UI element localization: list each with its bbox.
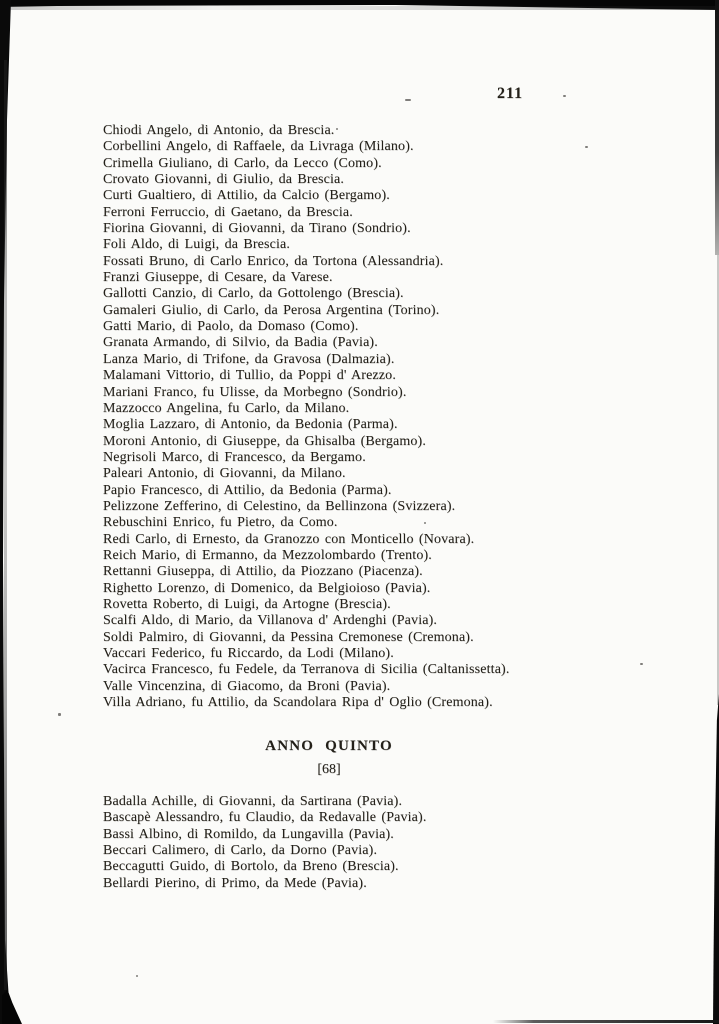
roster-entry: Gamaleri Giulio, di Carlo, da Perosa Argentina (Torino). [103, 302, 440, 318]
roster-entry: Pelizzone Zefferino, di Celestino, da Bellinzona (Svizzera). [103, 498, 456, 514]
roster-entry: Fossati Bruno, di Carlo Enrico, da Tortona (Alessandria). [103, 253, 444, 269]
page-number: 211 [497, 85, 524, 102]
roster-entry: Rettanni Giuseppa, di Attilio, da Piozzano (Piacenza). [103, 564, 423, 580]
roster-entry: Mariani Franco, fu Ulisse, da Morbegno (Sondrio). [103, 384, 407, 400]
roster-entry: Righetto Lorenzo, di Domenico, da Belgioioso (Pavia). [103, 580, 431, 596]
roster-continued-list [103, 123, 573, 711]
roster-entry: Scalfi Aldo, di Mario, da Villanova d' Ardenghi (Pavia). [103, 613, 438, 629]
roster-entry: Corbellini Angelo, di Raffaele, da Livraga (Milano). [103, 139, 414, 155]
roster-entry: Papio Francesco, di Attilio, da Bedonia (Parma). [103, 482, 392, 498]
scan-edge-top [0, 0, 719, 11]
roster-entry: Soldi Palmiro, di Giovanni, da Pessina Cremonese (Cremona). [103, 629, 474, 645]
roster-entry: Granata Armando, di Silvio, da Badia (Pavia). [103, 335, 378, 351]
roster-entry: Rovetta Roberto, di Luigi, da Artogne (Brescia). [103, 596, 391, 612]
section-heading: ANNO QUINTO [265, 738, 393, 754]
roster-entry: Gallotti Canzio, di Carlo, da Gottolengo (Brescia). [103, 286, 404, 302]
roster-entry: Gatti Mario, di Paolo, da Domaso (Como). [103, 319, 359, 335]
roster-entry: Paleari Antonio, di Giovanni, da Milano. [103, 466, 346, 482]
roster-entry: Fiorina Giovanni, di Giovanni, da Tirano (Sondrio). [103, 221, 411, 237]
roster-entry: Curti Gualtiero, di Attilio, da Calcio (Bergamo). [103, 188, 390, 204]
roster-entry: Bascapè Alessandro, fu Claudio, da Redavalle (Pavia). [103, 810, 427, 826]
roster-entry: Moglia Lazzaro, di Antonio, da Bedonia (Parma). [103, 417, 398, 433]
roster-entry: Redi Carlo, di Ernesto, da Granozzo con Monticello (Novara). [103, 531, 475, 547]
roster-entry: Beccagutti Guido, di Bortolo, da Breno (Brescia). [103, 859, 399, 875]
section-bracket-number: [68] [317, 762, 341, 777]
roster-entry: Crovato Giovanni, di Giulio, da Brescia. [103, 172, 345, 188]
roster-entry: Rebuschini Enrico, fu Pietro, da Como. [103, 515, 338, 531]
scan-edge-left-texture [4, 60, 7, 990]
roster-entry: Bassi Albino, di Romildo, da Lungavilla (Pavia). [103, 826, 394, 842]
roster-entry: Reich Mario, di Ermanno, da Mezzolombardo (Trento). [103, 547, 432, 563]
roster-entry: Lanza Mario, di Trifone, da Gravosa (Dalmazia). [103, 351, 395, 367]
roster-entry: Crimella Giuliano, di Carlo, da Lecco (Como). [103, 155, 382, 171]
scan-edge-left [0, 0, 16, 1024]
scan-speck [563, 95, 566, 97]
roster-entry: Badalla Achille, di Giovanni, da Sartirana (Pavia). [103, 794, 403, 809]
roster-entry: Moroni Antonio, di Giuseppe, da Ghisalba (Bergamo). [103, 433, 427, 449]
scan-speck [136, 975, 138, 977]
roster-entry: Vaccari Federico, fu Riccardo, da Lodi (Milano). [103, 646, 394, 661]
scan-edge-bottom-line [493, 1020, 719, 1023]
scan-edge-top-noise [0, 6, 719, 10]
roster-entry: Negrisoli Marco, di Francesco, da Bergamo. [103, 449, 366, 465]
roster-entry: Villa Adriano, fu Attilio, da Scandolara Ripa d' Oglio (Cremona). [103, 695, 493, 711]
roster-entry: Valle Vincenzina, di Giacomo, da Broni (Pavia). [103, 678, 391, 694]
roster-entry: Beccari Calimero, di Carlo, da Dorno (Pavia). [103, 843, 378, 859]
scan-speck [585, 146, 588, 148]
scan-speck [640, 663, 643, 665]
scan-edge-right-bottom [713, 694, 719, 1024]
roster-entry: Vacirca Francesco, fu Fedele, da Terranova di Sicilia (Caltanissetta). [103, 662, 510, 678]
roster-entry: Chiodi Angelo, di Antonio, da Brescia. [103, 123, 335, 138]
scan-speck [405, 99, 411, 101]
roster-entry: Malamani Vittorio, di Tullio, da Poppi d' Arezzo. [103, 368, 396, 384]
roster-entry: Mazzocco Angelina, fu Carlo, da Milano. [103, 400, 350, 416]
roster-entry: Foli Aldo, di Luigi, da Brescia. [103, 237, 291, 253]
roster-anno-quinto-list [103, 794, 573, 892]
roster-entry: Ferroni Ferruccio, di Gaetano, da Brescia. [103, 204, 353, 220]
scan-edge-right-top [715, 0, 719, 255]
roster-entry: Bellardi Pierino, di Primo, da Mede (Pavia). [103, 875, 367, 891]
scan-edge-left-blob [2, 990, 22, 1024]
scan-speck [58, 713, 61, 716]
roster-entry: Franzi Giuseppe, di Cesare, da Varese. [103, 270, 333, 286]
